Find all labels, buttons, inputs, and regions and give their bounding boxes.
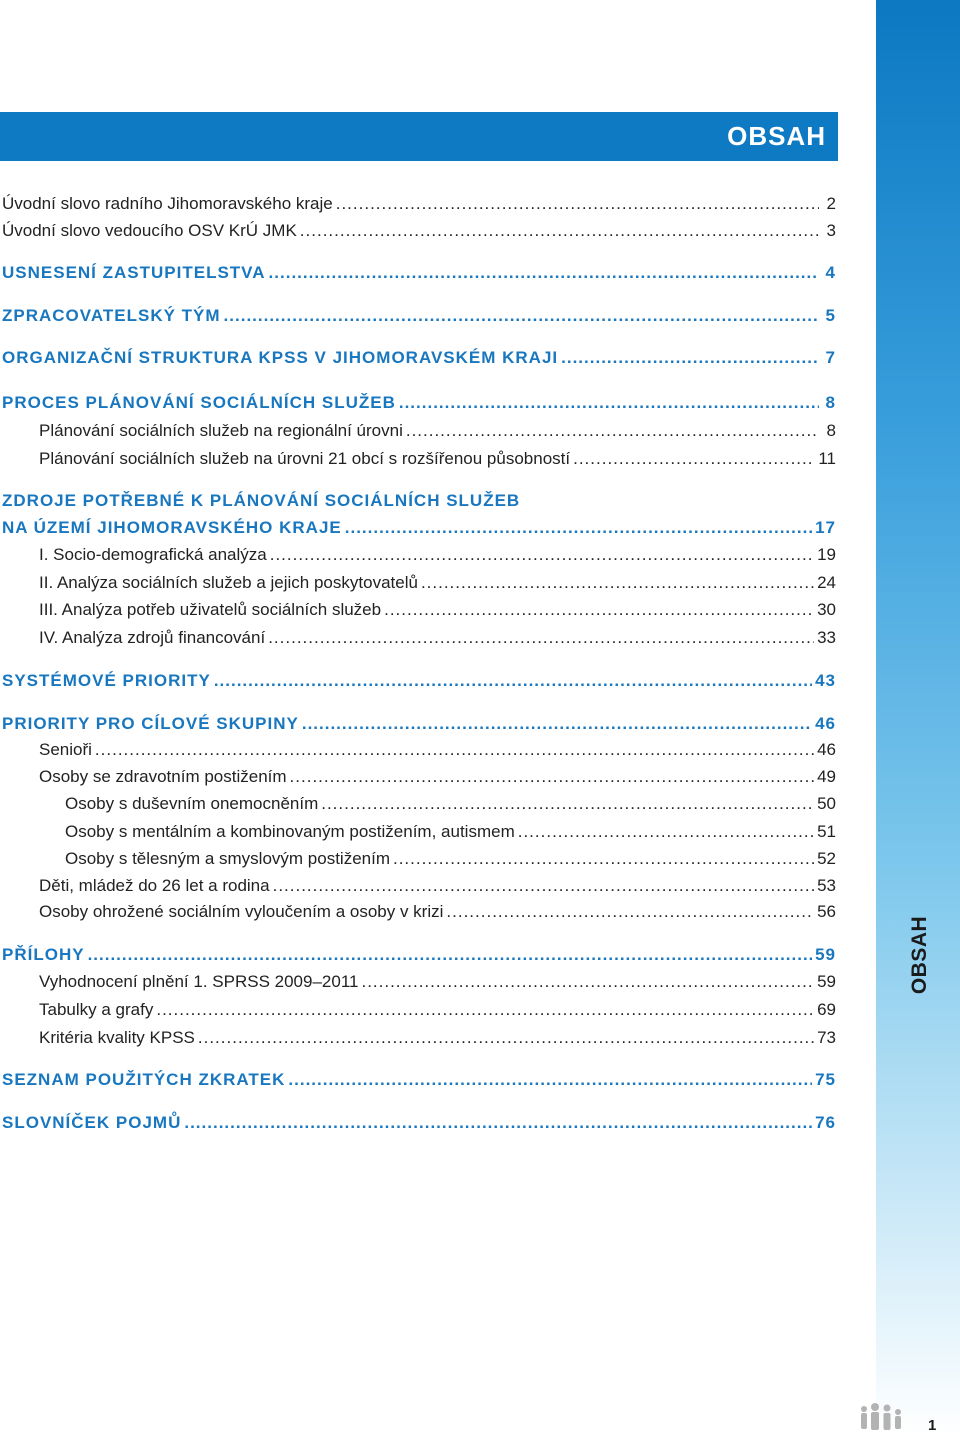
toc-page: 8 (825, 393, 836, 412)
toc-dots (300, 221, 819, 241)
toc-page: 75 (815, 1070, 836, 1089)
toc-label: Osoby s duševním onemocněním (65, 794, 319, 813)
toc-page: 59 (815, 945, 836, 964)
toc-label: III. Analýza potřeb uživatelů sociálních služeb (39, 600, 382, 619)
toc-entry[interactable] (0, 767, 836, 793)
toc-heading-line1: ZDROJE POTŘEBNÉ K PLÁNOVÁNÍ SOCIÁLNÍCH SLUŽEB (2, 491, 521, 510)
toc-label: Úvodní slovo radního Jihomoravského kraje (2, 194, 333, 213)
toc-label: SYSTÉMOVÉ PRIORITY (2, 671, 211, 690)
toc-dots (361, 972, 814, 992)
toc-entry[interactable] (0, 849, 836, 875)
toc-entry[interactable] (0, 822, 836, 848)
toc-page: 8 (826, 421, 836, 440)
toc-dots (393, 849, 814, 869)
toc-heading[interactable] (0, 1113, 836, 1139)
toc-label: Plánování sociálních služeb na úrovni 21 obcí s rozšířenou působností (39, 449, 571, 468)
toc-page: 69 (817, 1000, 836, 1019)
toc-label: Osoby s tělesným a smyslovým postižením (65, 849, 390, 868)
toc-label: Senioři (39, 740, 92, 759)
toc-label: IV. Analýza zdrojů financování (39, 628, 266, 647)
toc-page: 33 (817, 628, 836, 647)
toc-dots (406, 421, 819, 441)
side-band (876, 0, 960, 1436)
toc-label: Kritéria kvality KPSS (39, 1028, 195, 1047)
toc-heading[interactable] (0, 671, 836, 697)
toc-entry[interactable] (0, 972, 836, 998)
toc-heading[interactable] (0, 306, 836, 332)
toc-dots (518, 822, 814, 842)
page-number: 1 (928, 1417, 937, 1434)
toc-page: 59 (817, 972, 836, 991)
toc-page: 7 (825, 348, 836, 367)
toc-dots (269, 263, 819, 283)
toc-label: SLOVNÍČEK POJMŮ (2, 1113, 182, 1132)
toc-dots (270, 545, 814, 565)
toc-label: Plánování sociálních služeb na regionální úrovni (39, 421, 403, 440)
side-label (900, 900, 940, 1010)
toc-heading[interactable] (0, 1070, 836, 1096)
toc-dots (288, 1070, 812, 1090)
family-people-icon (858, 1402, 908, 1432)
page-title: OBSAH (727, 121, 826, 151)
toc-dots (224, 306, 819, 326)
toc-page: 19 (817, 545, 836, 564)
toc-label: I. Socio-demografická analýza (39, 545, 267, 564)
toc-heading[interactable] (0, 393, 836, 419)
toc-label: ORGANIZAČNÍ STRUKTURA KPSS V JIHOMORAVSKÉM KRAJI (2, 348, 559, 367)
toc-entry[interactable] (0, 628, 836, 654)
toc-page: 2 (826, 194, 836, 213)
toc-dots (321, 794, 814, 814)
toc-entry[interactable] (0, 421, 836, 447)
toc-dots (573, 449, 815, 469)
toc-entry[interactable] (0, 449, 836, 475)
toc-entry[interactable] (0, 876, 836, 902)
toc-label: ZPRACOVATELSKÝ TÝM (2, 306, 221, 325)
toc-label: II. Analýza sociálních služeb a jejich poskytovatelů (39, 573, 418, 592)
toc-page: 53 (817, 876, 836, 895)
toc-entry[interactable] (0, 221, 836, 247)
toc-label: NA ÚZEMÍ JIHOMORAVSKÉHO KRAJE (2, 518, 342, 537)
toc-dots (156, 1000, 814, 1020)
toc-label: SEZNAM POUŽITÝCH ZKRATEK (2, 1070, 286, 1089)
toc-page: 73 (817, 1028, 836, 1047)
toc-page: 24 (817, 573, 836, 592)
toc-page: 5 (825, 306, 836, 325)
toc-page: 56 (817, 902, 836, 921)
toc-page: 4 (825, 263, 836, 282)
toc-page: 50 (817, 794, 836, 813)
toc-label: Osoby ohrožené sociálním vyloučením a osoby v krizi (39, 902, 444, 921)
toc-label: Osoby s mentálním a kombinovaným postižením, autismem (65, 822, 515, 841)
toc-entry[interactable] (0, 902, 836, 928)
toc-dots (290, 767, 815, 787)
toc-label: USNESENÍ ZASTUPITELSTVA (2, 263, 266, 282)
toc-page: 17 (815, 518, 836, 537)
toc-heading[interactable] (0, 714, 836, 740)
toc-dots (88, 945, 813, 965)
toc-label: Vyhodnocení plnění 1. SPRSS 2009–2011 (39, 972, 359, 991)
toc-dots (399, 393, 819, 413)
toc-page: 46 (817, 740, 836, 759)
toc-heading[interactable] (0, 263, 836, 289)
toc-label: Děti, mládež do 26 let a rodina (39, 876, 270, 895)
toc-dots (95, 740, 814, 760)
toc-dots (273, 876, 814, 896)
toc-dots (302, 714, 812, 734)
toc-entry[interactable] (0, 573, 836, 599)
toc-dots (421, 573, 814, 593)
toc-entry[interactable] (0, 794, 836, 820)
toc-entry[interactable] (0, 545, 836, 571)
toc-page: 11 (818, 449, 836, 468)
toc-entry[interactable] (0, 1028, 836, 1054)
toc-page: 52 (817, 849, 836, 868)
toc-entry[interactable] (0, 1000, 836, 1026)
toc-dots (214, 671, 812, 691)
toc-heading[interactable] (0, 518, 836, 544)
toc-label: PŘÍLOHY (2, 945, 85, 964)
toc-dots (561, 348, 819, 368)
toc-dots (184, 1113, 812, 1133)
toc-dots (268, 628, 814, 648)
toc-label: PROCES PLÁNOVÁNÍ SOCIÁLNÍCH SLUŽEB (2, 393, 396, 412)
toc-heading[interactable] (0, 348, 836, 374)
toc-page: 30 (817, 600, 836, 619)
toc-heading[interactable] (0, 945, 836, 971)
toc-page: 43 (815, 671, 836, 690)
toc-label: PRIORITY PRO CÍLOVÉ SKUPINY (2, 714, 299, 733)
toc-page: 49 (817, 767, 836, 786)
toc-dots (198, 1028, 814, 1048)
toc-label: Osoby se zdravotním postižením (39, 767, 287, 786)
toc-page: 46 (815, 714, 836, 733)
toc-page: 3 (826, 221, 836, 240)
toc-label: Úvodní slovo vedoucího OSV KrÚ JMK (2, 221, 297, 240)
toc-dots (345, 518, 812, 538)
toc-label: Tabulky a grafy (39, 1000, 154, 1019)
side-label-text: OBSAH (908, 915, 931, 995)
toc-entry[interactable] (0, 194, 836, 220)
toc-dots (336, 194, 819, 214)
toc-page: 51 (817, 822, 836, 841)
toc-entry[interactable] (0, 740, 836, 766)
toc-page: 76 (815, 1113, 836, 1132)
toc-entry[interactable] (0, 600, 836, 626)
toc-dots (384, 600, 814, 620)
toc-dots (446, 902, 814, 922)
